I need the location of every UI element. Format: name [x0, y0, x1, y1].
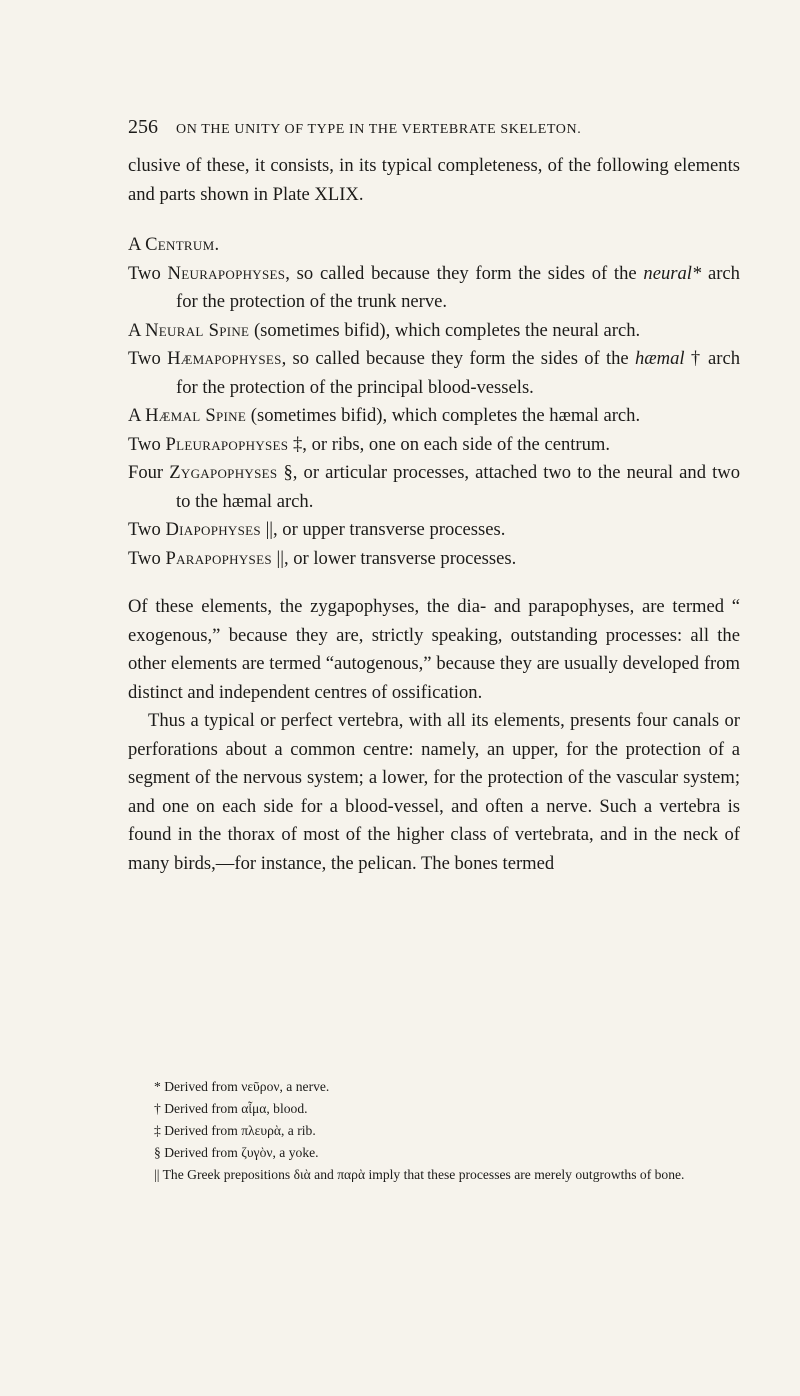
element-prefix: Two [128, 348, 168, 369]
element-rest: ‡, or ribs, one on each side of the centrum. [288, 433, 611, 455]
element-rest: §, or articular processes, attached two to the neural and two to the hæmal arch. [176, 462, 740, 512]
element-name: Neural Spine [145, 319, 250, 341]
element-name: Centrum [145, 234, 215, 255]
footnote-neural: * Derived from νεῦρον, a nerve. [154, 1079, 330, 1094]
element-rest: ||, or upper transverse processes. [260, 519, 506, 540]
element-em: neural* [643, 262, 702, 284]
element-neural-spine [128, 317, 740, 346]
element-diapophyses [128, 516, 740, 545]
footnote-prepositions: || The Greek prepositions διὰ and παρὰ imply that these processes are merely outgrowths of bone. [154, 1167, 685, 1182]
element-haemal-spine [128, 402, 740, 431]
element-prefix: Two [128, 519, 166, 540]
element-rest: ||, or lower transverse processes. [271, 547, 517, 569]
element-list [128, 231, 740, 573]
element-rest: (sometimes bifid), which completes the neural arch. [249, 319, 641, 341]
element-name: Pleurapophyses [165, 433, 289, 455]
running-head: ON THE UNITY OF TYPE IN THE VERTEBRATE SKELETON. [176, 122, 582, 137]
element-rest: arch for the protection of the trunk nerve. [176, 262, 740, 312]
element-rest: † arch for the protection of the principal blood-vessels. [176, 348, 741, 398]
element-name: Parapophyses [165, 547, 272, 569]
element-pleurapophyses [128, 431, 740, 460]
intro-paragraph: clusive of these, it consists, in its typical completeness, of the following elements and parts shown in Plate XLIX. [128, 155, 740, 205]
element-rest: . [214, 234, 220, 255]
element-pre-em: , so called because they form the sides of the [281, 348, 635, 369]
footnote-yoke: § Derived from ζυγὸν, a yoke. [154, 1145, 319, 1160]
element-prefix: A [128, 234, 146, 255]
body-text [128, 152, 740, 878]
element-prefix: A [128, 405, 146, 426]
element-rest: (sometimes bifid), which completes the hæmal arch. [246, 405, 641, 426]
element-prefix: Two [128, 547, 166, 569]
typical-vertebra-paragraph: Thus a typical or perfect vertebra, with all its elements, presents four canals or perforations about a common centre: namely, an upper, for the protection of a segment of the nervous system; a lower, for the protection of the vascular system; and one on each side for a blood-vessel, and often a nerve. Such a vertebra is found in the thorax of most of the higher class of vertebrata, and in the neck of many birds,—for instance, the pelican. The bones termed [128, 710, 740, 874]
element-neurapophyses [128, 260, 740, 317]
element-prefix: A [128, 319, 146, 341]
element-prefix: Four [128, 462, 170, 483]
element-em: hæmal [634, 348, 685, 369]
element-prefix: Two [128, 262, 168, 284]
element-name: Diapophyses [165, 519, 261, 540]
exogenous-paragraph: Of these elements, the zygapophyses, the dia- and parapophyses, are termed “ exogenous,” because they are, strictly speaking, outstanding processes: all the other elements are termed “autogenous,” because they are usually developed from distinct and independent centres of ossification. [128, 596, 740, 703]
footnotes [128, 1076, 740, 1186]
element-haemapophyses [128, 345, 740, 402]
page-number: 256 [128, 116, 158, 138]
section-gap [128, 573, 740, 593]
element-name: Hæmapophyses [167, 348, 282, 369]
element-name: Hæmal Spine [145, 405, 247, 426]
element-parapophyses [128, 545, 740, 574]
element-zygapophyses [128, 459, 740, 516]
footnote-haemal: † Derived from αἷμα, blood. [154, 1101, 308, 1116]
element-name: Neurapophyses [167, 262, 286, 284]
element-centrum [128, 231, 740, 260]
element-pre-em: , so called because they form the sides of the [285, 262, 644, 284]
element-name: Zygapophyses [169, 462, 278, 483]
page-header [128, 116, 728, 139]
element-prefix: Two [128, 433, 166, 455]
footnote-rib: ‡ Derived from πλευρὰ, a rib. [154, 1123, 316, 1138]
